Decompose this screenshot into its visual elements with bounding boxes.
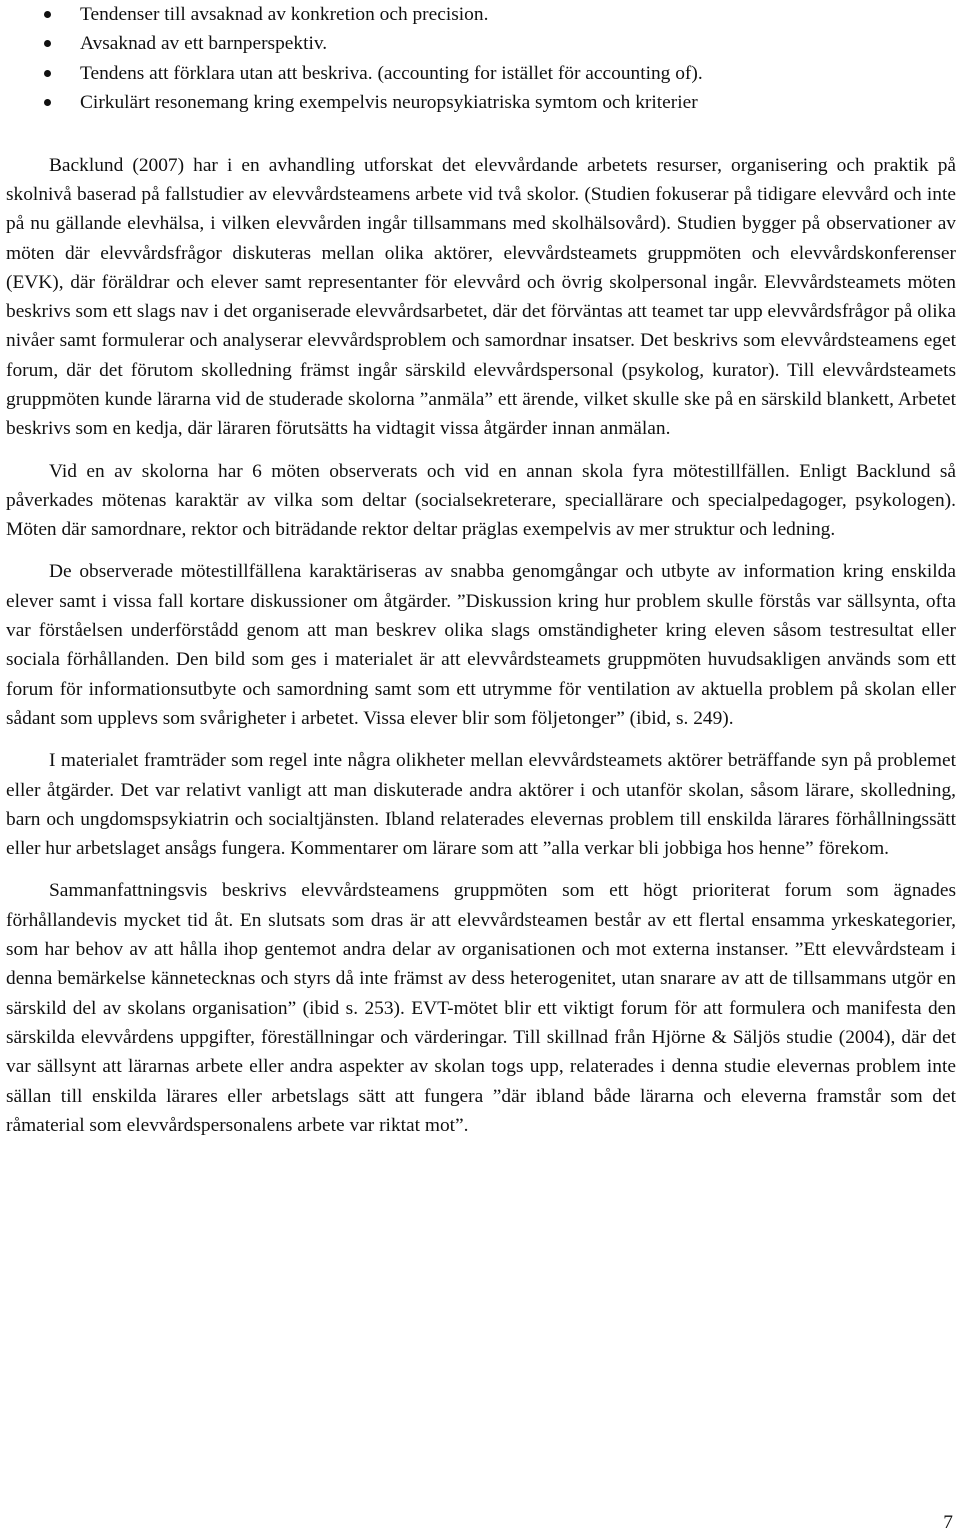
bullet-text: Tendenser till avsaknad av konkretion och precision. — [80, 4, 489, 25]
body-paragraph: Sammanfattningsvis beskrivs elevvårdsteamens gruppmöten som ett högt prioriterat forum som ägnades förhållandevis mycket tid åt. En slutsats som dras är att elevvårdsteamen består av ett flertal ensamma yrkeskategorier, som har behov av att hålla ihop gentemot andra delar av organisationen och mot externa instanser. ”Ett elevvårdsteam i denna bemärkelse kännetecknas och styrs då inte främst av dess heterogenitet, utan snarare av att de tillsammans utgör en särskild del av skolans organisation” (ibid s. 253). EVT-mötet blir ett viktigt forum för att formulera och manifesta den särskilda elevvårdens uppgifter, föreställningar och värderingar. Till skillnad från Hjörne & Säljös studie (2004), där det var sällsynt att lärarnas arbete eller andra aspekter av skolan togs upp, relaterades i denna studie elevernas problem inte sällan till enskilda lärares eller arbetslags sätt att fungera ”där ibland både lärarna och eleverna framstår som det råmaterial som elevvårdspersonalens arbete var riktat mot”. — [6, 880, 956, 1136]
bullet-dot-icon — [44, 99, 51, 106]
bullet-dot-icon — [44, 11, 51, 18]
bullet-text: Tendens att förklara utan att beskriva. (accounting for istället för accounting of). — [80, 62, 703, 84]
bullet-text: Cirkulärt resonemang kring exempelvis neuropsykiatriska symtom och kriterier — [80, 92, 698, 114]
bullet-text: Avsaknad av ett barnperspektiv. — [80, 33, 328, 55]
page-number: 7 — [943, 1512, 953, 1533]
body-paragraph: De observerade mötestillfällena karaktäriseras av snabba genomgångar och utbyte av information kring enskilda elever samt i vissa fall kortare diskussioner om åtgärder. ”Diskussion kring hur problem skulle förstås var sällsynta, ofta var förståelsen underförstådd genom att man beskrev olika slags omständigheter kring eleven såsom testresultat eller sociala förhållanden. Den bild som ges i materialet är att elevvårdsteamets gruppmöten huvudsakligen används som ett forum för informationsutbyte och samordning samt som ett utrymme för ventilation av aktuella problem på skolan eller sådant som upplevs som svårigheter i arbetet. Vissa elever blir som följetonger” (ibid, s. 249). — [6, 561, 956, 729]
bullet-item — [6, 29, 956, 58]
body-paragraph: Backlund (2007) har i en avhandling utforskat det elevvårdande arbetets resurser, organisering och praktik på skolnivå baserad på fallstudier av elevvårdsteamens arbete vid två skolor. (Studien fokuserar på tidigare elevvård och inte på nu gällande elevhälsa, i vilken elevvården ingår tillsammans med skolhälsovård). Studien bygger på observationer av möten där elevvårdsfrågor diskuteras mellan olika aktörer, elevvårdsteamets gruppmöten och elevvårdskonferenser (EVK), där föräldrar och elever samt representanter för elevvård och övrig skolpersonal ingår. Elevvårdsteamets möten beskrivs som ett slags nav i det organiserade elevvårdsarbetet, där det förväntas att teamet tar upp elevvårdsfrågor på olika nivåer samt formulerar och analyserar elevvårdsproblem och samordnar insatser. Det beskrivs som elevvårdsteamens eget forum, där det förutom skolledning främst ingår särskild elevvårdspersonal (psykolog, kurator). Till elevvårdsteamets gruppmöten kunde lärarna vid de studerade skolorna ”anmäla” ett ärende, vilket skulle ske på en särskild blankett, Arbetet beskrivs som en kedja, där läraren förutsätts ha vidtagit vissa åtgärder innan anmälan. — [6, 154, 956, 440]
body-paragraph: Vid en av skolorna har 6 möten observerats och vid en annan skola fyra mötestillfällen. Enligt Backlund så påverkades mötenas karaktär av vilka som deltar (socialsekreterare, speciallärare och specialpedagoger, psykologen). Möten där samordnare, rektor och biträdande rektor deltar präglas exempelvis av mer struktur och ledning. — [6, 460, 956, 541]
bullet-item — [6, 0, 956, 29]
bullet-item — [6, 59, 956, 88]
document-page — [6, 0, 956, 1140]
bullet-list — [6, 0, 956, 118]
body-paragraph: I materialet framträder som regel inte några olikheter mellan elevvårdsteamets aktörer beträffande syn på problemet eller åtgärder. Det var relativt vanligt att man diskuterade andra aktörer i och utanför skolan, såsom lärare, skolledning, barn och ungdomspsykiatrin och socialtjänsten. Ibland relaterades elevernas problem till enskilda lärares förhållningssätt eller hur arbetslaget ansågs fungera. Kommentarer om lärare som att ”alla verkar bli jobbiga hos henne” förekom. — [6, 750, 956, 860]
bullet-dot-icon — [44, 40, 51, 47]
bullet-item — [6, 88, 956, 117]
bullet-dot-icon — [44, 70, 51, 77]
